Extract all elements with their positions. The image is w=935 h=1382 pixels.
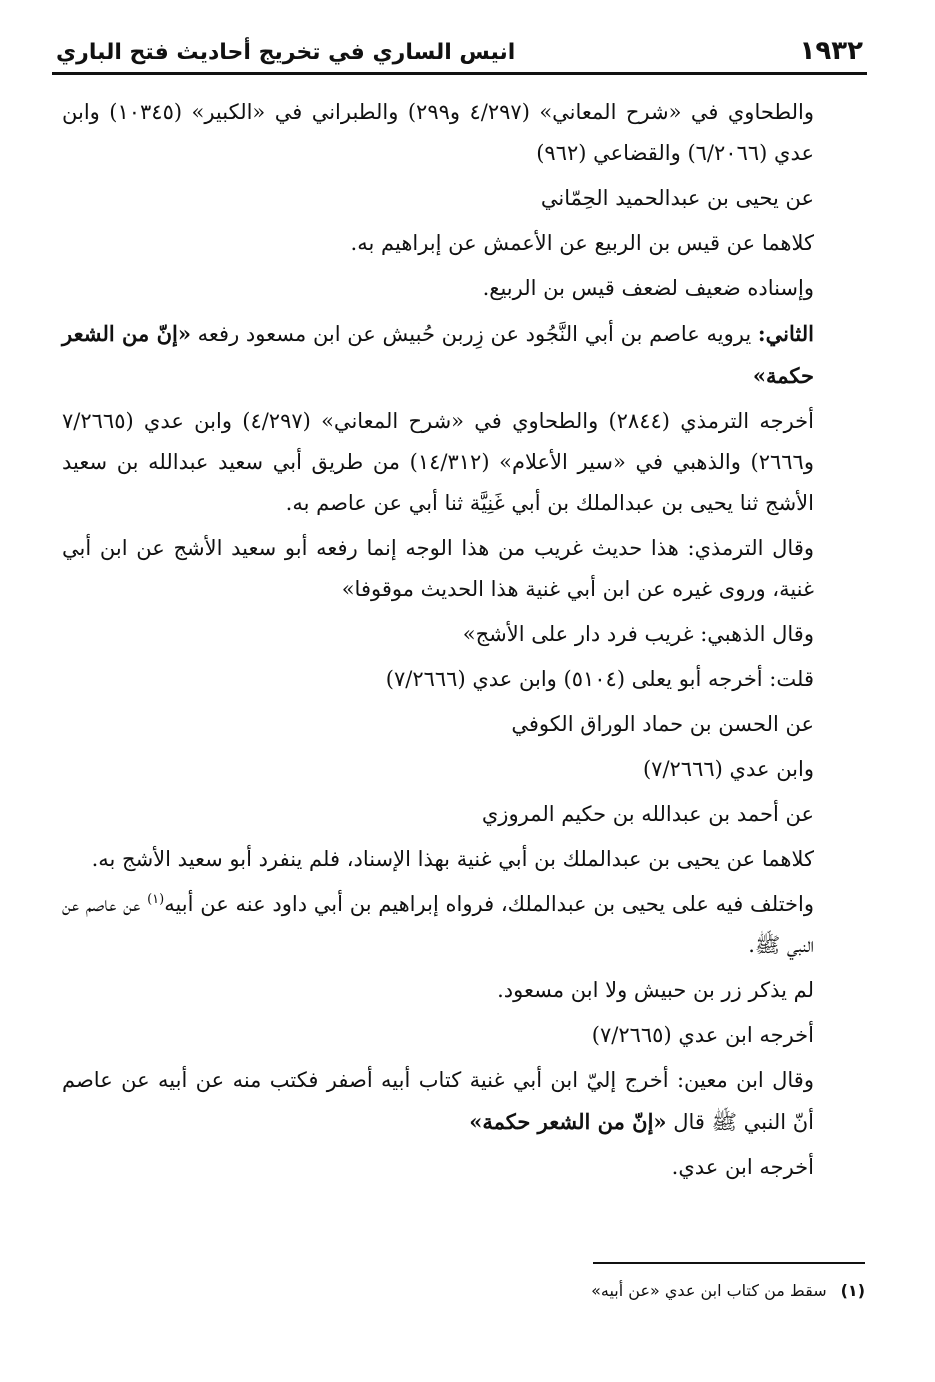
paragraph: وقال الترمذي: هذا حديث غريب من هذا الوجه إنما رفعه أبو سعيد الأشج عن ابن أبي غنية، وروى غيره عن ابن أبي غنية هذا الحديث موقوفا» [62, 536, 814, 601]
paragraph: قلت: أخرجه أبو يعلى (٥١٠٤) وابن عدي (٧/٢٦٦٦) [385, 667, 814, 691]
book-title: انيس الساري في تخريج أحاديث فتح الباري [56, 40, 516, 65]
paragraph-text: يرويه عاصم بن أبي النَّجُود عن زِربن حُبيش عن ابن مسعود رفعه [190, 322, 758, 346]
paragraph-text: عن عاصم عن النبي ﷺ. [62, 892, 814, 957]
footnote-divider [593, 1262, 865, 1264]
paragraph: وابن عدي (٧/٢٦٦٦) [642, 757, 814, 781]
paragraph: عن أحمد بن عبدالله بن حكيم المروزي [481, 802, 814, 826]
paragraph: والطحاوي في «شرح المعاني» (٤/٢٩٧ و٢٩٩) والطبراني في «الكبير» (١٠٣٤٥) وابن عدي (٦/٢٠٦٦) والقضاعي (٩٦٢) [62, 100, 814, 165]
main-text [62, 92, 862, 1192]
paragraph: أخرجه ابن عدي (٧/٢٦٦٥) [591, 1023, 814, 1047]
paragraph: أخرجه الترمذي (٢٨٤٤) والطحاوي في «شرح المعاني» (٤/٢٩٧) وابن عدي (٧/٢٦٦٥ و٢٦٦٦) والذهبي في «سير الأعلام» (١٤/٣١٢) من طريق أبي سعيد عبدالله بن سعيد الأشج ثنا يحيى بن عبدالملك بن أبي غَنِيَّة ثنا أبي عن عاصم به. [62, 409, 814, 515]
paragraph: لم يذكر زر بن حبيش ولا ابن مسعود. [497, 978, 814, 1002]
paragraph [62, 884, 862, 966]
paragraph [62, 313, 862, 397]
paragraph: وقال الذهبي: غريب فرد دار على الأشج» [462, 622, 814, 646]
paragraph-text: وقال ابن معين: أخرج إليّ ابن أبي غنية كتاب أبيه أصفر فكتب منه عن أبيه عن عاصم أنّ النبي ﷺ قال [62, 1068, 814, 1134]
paragraph-text: واختلف فيه على يحيى بن عبدالملك، فرواه إبراهيم بن أبي داود عنه عن أبيه [164, 892, 814, 916]
paragraph: عن الحسن بن حماد الوراق الكوفي [511, 712, 814, 736]
header-divider [52, 72, 867, 75]
paragraph: أخرجه ابن عدي. [671, 1155, 814, 1179]
paragraph: عن يحيى بن عبدالحميد الحِمّاني [540, 186, 814, 210]
footnote-number: (١) [840, 1281, 865, 1300]
footnote-ref: (١) [147, 892, 165, 907]
paragraph [62, 1060, 862, 1143]
hadith-quote: «إنّ من الشعر حكمة» [469, 1109, 667, 1134]
section-label: الثاني: [757, 321, 814, 346]
paragraph: كلاهما عن قيس بن الربيع عن الأعمش عن إبراهيم به. [350, 231, 814, 255]
paragraph: وإسناده ضعيف لضعف قيس بن الربيع. [482, 276, 814, 300]
hadith-quote: «إنّ من الشعر حكمة» [62, 321, 814, 388]
page-number: ١٩٣٢ [799, 36, 863, 66]
paragraph: كلاهما عن يحيى بن عبدالملك بن أبي غنية بهذا الإسناد، فلم ينفرد أبو سعيد الأشج به. [91, 847, 814, 871]
page-header [52, 34, 867, 76]
footnote [75, 1276, 865, 1306]
footnote-text: سقط من كتاب ابن عدي «عن أبيه» [591, 1281, 827, 1300]
